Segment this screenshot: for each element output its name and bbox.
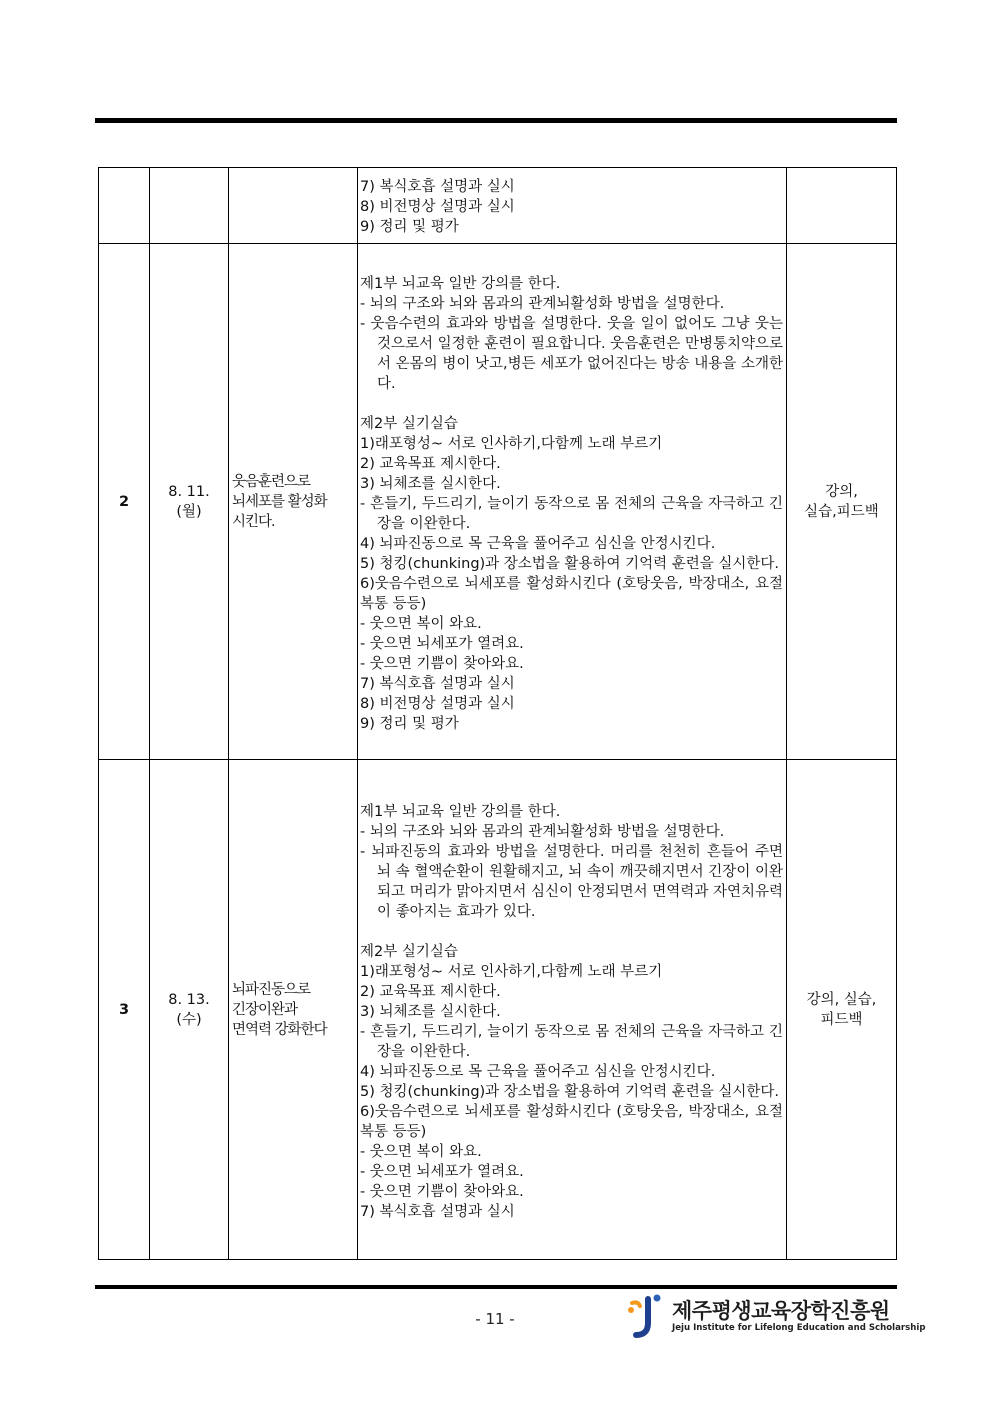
session-method bbox=[787, 760, 897, 1260]
content-line: - 뇌파진동의 효과와 방법을 설명한다. 머리를 천천히 흔들어 주면 뇌 속 혈액순환이 원활해지고, 뇌 속이 깨끗해지면서 긴장이 이완되고 머리가 맑아지면서 심신이 안정되면서 면역력과 자연치유력이 좋아지는 효과가 있다. bbox=[360, 843, 788, 920]
org-logo bbox=[626, 1293, 926, 1339]
content-line: 7) 복식호흡 설명과 실시 bbox=[360, 178, 515, 195]
session-topic-line: 뇌세포를 활성화 bbox=[232, 493, 327, 510]
org-name-en: Jeju Institute for Lifelong Education and Scholarship bbox=[672, 1323, 926, 1333]
content-line: - 뇌의 구조와 뇌와 몸과의 관계뇌활성화 방법을 설명한다. bbox=[360, 295, 725, 312]
session-topic-line: 긴장이완과 bbox=[232, 1001, 298, 1018]
session-number bbox=[99, 168, 150, 244]
content-line: 9) 정리 및 평가 bbox=[360, 715, 459, 732]
session-topic-line: 면역력 강화한다 bbox=[232, 1021, 327, 1038]
content-line: 제1부 뇌교육 일반 강의를 한다. bbox=[360, 275, 561, 292]
session-date bbox=[150, 168, 229, 244]
content-line: - 웃으면 기쁨이 찾아와요. bbox=[360, 655, 524, 672]
content-line: 1)래포형성~ 서로 인사하기,다함께 노래 부르기 bbox=[360, 963, 663, 980]
content-line: 제2부 실기실습 bbox=[360, 943, 458, 960]
session-date bbox=[150, 244, 229, 760]
session-topic-line: 시킨다. bbox=[232, 513, 275, 530]
header-rule bbox=[95, 118, 897, 123]
session-date-weekday: (월) bbox=[176, 503, 202, 520]
footer-rule bbox=[95, 1285, 897, 1289]
content-line: - 웃으면 뇌세포가 열려요. bbox=[360, 1163, 524, 1180]
content-line: - 뇌의 구조와 뇌와 몸과의 관계뇌활성화 방법을 설명한다. bbox=[360, 823, 725, 840]
blank-line bbox=[360, 922, 783, 942]
session-content bbox=[358, 760, 787, 1260]
page-number: - 11 - bbox=[475, 1310, 515, 1328]
session-number: 3 bbox=[99, 760, 150, 1260]
content-line: 7) 복식호흡 설명과 실시 bbox=[360, 1203, 515, 1220]
content-line: 5) 청킹(chunking)과 장소법을 활용하여 기억력 훈련을 실시한다. bbox=[360, 1083, 779, 1100]
content-line: 7) 복식호흡 설명과 실시 bbox=[360, 675, 515, 692]
session-topic bbox=[229, 244, 358, 760]
content-line: - 웃으면 복이 와요. bbox=[360, 1143, 482, 1160]
content-line: - 웃으면 복이 와요. bbox=[360, 615, 482, 632]
session-method bbox=[787, 244, 897, 760]
table-row bbox=[99, 244, 897, 760]
content-line: 제1부 뇌교육 일반 강의를 한다. bbox=[360, 803, 561, 820]
jeju-logo-icon bbox=[626, 1293, 664, 1339]
session-content bbox=[358, 168, 787, 244]
lesson-plan-table bbox=[98, 167, 897, 1260]
table-row bbox=[99, 760, 897, 1260]
content-line: 5) 청킹(chunking)과 장소법을 활용하여 기억력 훈련을 실시한다. bbox=[360, 555, 779, 572]
session-topic bbox=[229, 760, 358, 1260]
content-line: 4) 뇌파진동으로 목 근육을 풀어주고 심신을 안정시킨다. bbox=[360, 535, 716, 552]
table-row bbox=[99, 168, 897, 244]
session-method bbox=[787, 168, 897, 244]
content-line: 6)웃음수련으로 뇌세포를 활성화시킨다 (호탕웃음, 박장대소, 요절복통 등등) bbox=[360, 575, 783, 612]
content-line: - 웃으면 뇌세포가 열려요. bbox=[360, 635, 524, 652]
content-line: 1)래포형성~ 서로 인사하기,다함께 노래 부르기 bbox=[360, 435, 663, 452]
session-topic-line: 웃음훈련으로 bbox=[232, 473, 311, 490]
session-date bbox=[150, 760, 229, 1260]
content-line: - 흔들기, 두드리기, 늘이기 동작으로 몸 전체의 근육을 자극하고 긴장을 이완한다. bbox=[360, 1023, 783, 1060]
content-line: 9) 정리 및 평가 bbox=[360, 218, 459, 235]
content-line: 8) 비전명상 설명과 실시 bbox=[360, 695, 515, 712]
org-name: 제주평생교육장학진흥원 bbox=[672, 1299, 890, 1323]
session-method-line: 강의, 실습, bbox=[806, 991, 877, 1008]
content-line: 4) 뇌파진동으로 목 근육을 풀어주고 심신을 안정시킨다. bbox=[360, 1063, 716, 1080]
session-method-line: 실습,피드백 bbox=[804, 503, 879, 520]
content-line: - 웃으면 기쁨이 찾아와요. bbox=[360, 1183, 524, 1200]
blank-line bbox=[360, 394, 783, 414]
session-method-line: 강의, bbox=[825, 483, 858, 500]
session-date-weekday: (수) bbox=[176, 1011, 202, 1028]
session-number: 2 bbox=[99, 244, 150, 760]
session-topic-line: 뇌파진동으로 bbox=[232, 981, 311, 998]
content-line: 3) 뇌체조를 실시한다. bbox=[360, 475, 501, 492]
session-date-day: 8. 13. bbox=[168, 991, 210, 1008]
session-content bbox=[358, 244, 787, 760]
content-line: 2) 교육목표 제시한다. bbox=[360, 455, 501, 472]
content-line: - 웃음수련의 효과와 방법을 설명한다. 웃을 일이 없어도 그냥 웃는 것으로서 일정한 훈련이 필요합니다. 웃음훈련은 만병통치약으로서 온몸의 병이 낫고,병든 세포가 없어진다는 방송 내용을 소개한다. bbox=[360, 315, 788, 392]
content-line: 제2부 실기실습 bbox=[360, 415, 458, 432]
content-line: - 흔들기, 두드리기, 늘이기 동작으로 몸 전체의 근육을 자극하고 긴장을 이완한다. bbox=[360, 495, 783, 532]
content-line: 3) 뇌체조를 실시한다. bbox=[360, 1003, 501, 1020]
session-method-line: 피드백 bbox=[820, 1011, 863, 1028]
session-topic bbox=[229, 168, 358, 244]
session-date-day: 8. 11. bbox=[168, 483, 210, 500]
content-line: 8) 비전명상 설명과 실시 bbox=[360, 198, 515, 215]
content-line: 6)웃음수련으로 뇌세포를 활성화시킨다 (호탕웃음, 박장대소, 요절복통 등등) bbox=[360, 1103, 783, 1140]
content-line: 2) 교육목표 제시한다. bbox=[360, 983, 501, 1000]
